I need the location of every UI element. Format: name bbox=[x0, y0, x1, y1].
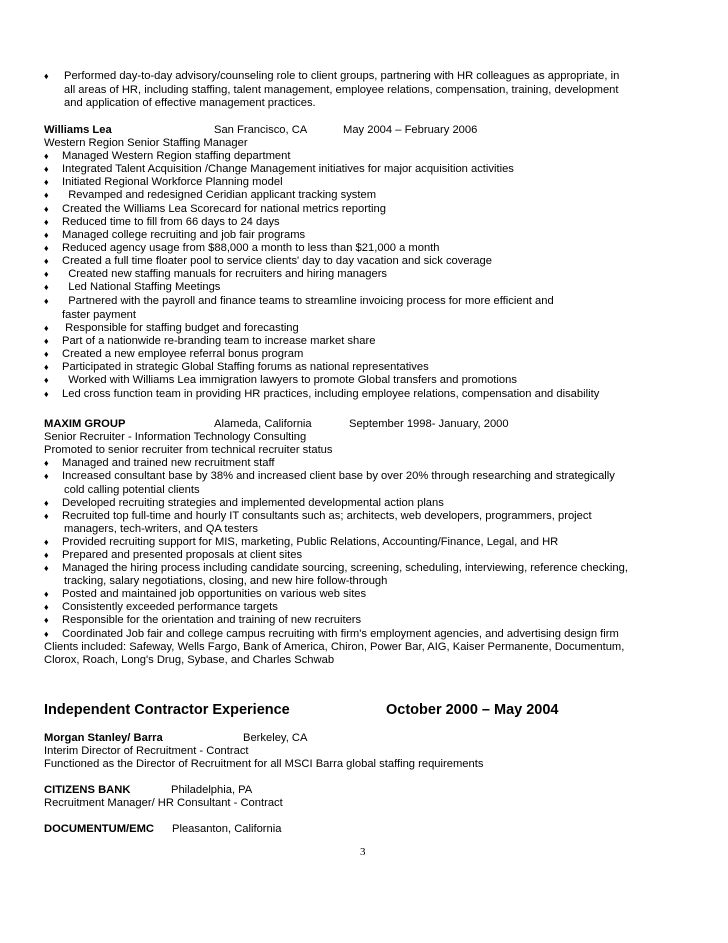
job-title: Interim Director of Recruitment - Contract bbox=[44, 745, 249, 757]
company-location: San Francisco, CA bbox=[214, 124, 308, 136]
diamond-bullet-icon: ♦ bbox=[44, 336, 49, 346]
section-heading: Independent Contractor Experience bbox=[44, 702, 290, 718]
text-line: managers, tech-writers, and QA testers bbox=[64, 523, 258, 535]
company-location: Philadelphia, PA bbox=[171, 784, 253, 796]
diamond-bullet-icon: ♦ bbox=[44, 71, 49, 81]
diamond-bullet-icon: ♦ bbox=[44, 389, 49, 399]
diamond-bullet-icon: ♦ bbox=[44, 349, 49, 359]
text-line: faster payment bbox=[62, 309, 136, 321]
diamond-bullet-icon: ♦ bbox=[44, 375, 49, 385]
section-dates: October 2000 – May 2004 bbox=[386, 702, 559, 718]
diamond-bullet-icon: ♦ bbox=[44, 498, 49, 508]
diamond-bullet-icon: ♦ bbox=[44, 550, 49, 560]
clients-line: Clorox, Roach, Long's Drug, Sybase, and Charles Schwab bbox=[44, 654, 335, 666]
page-number: 3 bbox=[360, 846, 366, 858]
employment-dates: May 2004 – February 2006 bbox=[343, 124, 478, 136]
diamond-bullet-icon: ♦ bbox=[44, 629, 49, 639]
company-location: Alameda, California bbox=[214, 418, 312, 430]
text-line: tracking, salary negotiations, closing, and new hire follow-through bbox=[64, 575, 388, 587]
diamond-bullet-icon: ♦ bbox=[44, 282, 49, 292]
diamond-bullet-icon: ♦ bbox=[44, 471, 49, 481]
diamond-bullet-icon: ♦ bbox=[44, 230, 49, 240]
diamond-bullet-icon: ♦ bbox=[44, 458, 49, 468]
diamond-bullet-icon: ♦ bbox=[44, 204, 49, 214]
company-name: DOCUMENTUM/EMC bbox=[44, 823, 155, 835]
promotion-note: Promoted to senior recruiter from technical recruiter status bbox=[44, 444, 333, 456]
job-title: Western Region Senior Staffing Manager bbox=[44, 137, 248, 149]
company-name: Williams Lea bbox=[44, 124, 112, 136]
company-name: MAXIM GROUP bbox=[44, 418, 126, 430]
job-description: Functioned as the Director of Recruitment for all MSCI Barra global staffing requirements bbox=[44, 758, 484, 770]
diamond-bullet-icon: ♦ bbox=[44, 615, 49, 625]
company-name: CITIZENS BANK bbox=[44, 784, 131, 796]
diamond-bullet-icon: ♦ bbox=[44, 537, 49, 547]
diamond-bullet-icon: ♦ bbox=[44, 511, 49, 521]
diamond-bullet-icon: ♦ bbox=[44, 164, 49, 174]
diamond-bullet-icon: ♦ bbox=[44, 151, 49, 161]
diamond-bullet-icon: ♦ bbox=[44, 177, 49, 187]
resume-page: ♦ Performed day-to-day advisory/counseling role to client groups, partnering with HR colleagues as appropriate, in all areas of HR, including staffing, talent management, employee relations, compensation, training, development and application of effective management practices. Williams Lea San Francisco, CA May 2004 – February 2006 Western Region Senior Staffing Manager ♦ Managed Western Region staffing department ♦ Integrated Talent Acquisition /Change Management initiatives for major acquisition activities ♦ Initiated Regional Workforce Planning model ♦ Revamped and redesigned Ceridian applicant tracking system ♦ Created the Williams Lea Scorecard for national metrics reporting ♦ Reduced time to fill from 66 days to 24 days ♦ Managed college recruiting and job fair programs ♦ Reduced agency usage from $88,000 a month to less than $21,000 a month ♦ Created a full time floater pool to service clients' day to day vacation and sick coverage ♦ Created new staffing manuals for recruiters and hiring managers ♦ Led National Staffing Meetings ♦ Partnered with the payroll and finance teams to streamline invoicing process for more efficient and ♦ Responsible for staffing budget and forecasting ♦ Part of a nationwide re-branding team to increase market share ♦ Created a new employee referral bonus program ♦ Participated in strategic Global Staffing forums as national representatives ♦ Worked with Williams Lea immigration lawyers to promote Global transfers and promotions ♦ Led cross function team in providing HR practices, including employee relations, compensation and disability faster payment MAXIM GROUP Alameda, California September 1998- January, 2000 Senior Recruiter - Information Technology Consulting Promoted to senior recruiter from technical recruiter status ♦ Managed and trained new recruitment staff ♦ Increased consultant base by 38% and increased client base by over 20% through researching and strategically cold calling potential clients ♦ Developed recruiting strategies and implemented developmental action plans ♦ Recruited top full-time and hourly IT consultants such as; architects, web developers, programmers, project managers, tech-writers, and QA testers ♦ Provided recruiting support for MIS, marketing, Public Relations, Accounting/Finance, Legal, and HR ♦ Prepared and presented proposals at client sites ♦ Managed the hiring process including candidate sourcing, screening, scheduling, interviewing, reference checking, tracking, salary negotiations, closing, and new hire follow-through ♦ Posted and maintained job opportunities on various web sites ♦ Consistently exceeded performance targets ♦ Responsible for the orientation and training of new recruiters ♦ Coordinated Job fair and college campus recruiting with firm's employment agencies, and advertising design firm Clients included: Safeway, Wells Fargo, Bank of America, Chiron, Power Bar, AIG, Kaiser Permanente, Documentum, Clorox, Roach, Long's Drug, Sybase, and Charles Schwab Independent Contractor Experience October 2000 – May 2004 Morgan Stanley/ Barra Berkeley, CA Interim Director of Recruitment - Contract Functioned as the Director of Recruitment for all MSCI Barra global staffing requirements CITIZENS BANK Philadelphia, PA Recruitment Manager/ HR Consultant - Contract DOCUMENTUM/EMC Pleasanton, California 3 bbox=[44, 70, 628, 858]
diamond-bullet-icon: ♦ bbox=[44, 563, 49, 573]
employment-dates: September 1998- January, 2000 bbox=[349, 418, 509, 430]
job-title: Recruitment Manager/ HR Consultant - Contract bbox=[44, 797, 283, 809]
diamond-bullet-icon: ♦ bbox=[44, 217, 49, 227]
diamond-bullet-icon: ♦ bbox=[44, 589, 49, 599]
diamond-bullet-icon: ♦ bbox=[44, 190, 49, 200]
diamond-bullet-icon: ♦ bbox=[44, 243, 49, 253]
diamond-bullet-icon: ♦ bbox=[44, 269, 49, 279]
diamond-bullet-icon: ♦ bbox=[44, 602, 49, 612]
company-location: Pleasanton, California bbox=[172, 823, 282, 835]
job-title: Senior Recruiter - Information Technology Consulting bbox=[44, 431, 307, 443]
diamond-bullet-icon: ♦ bbox=[44, 323, 49, 333]
company-name: Morgan Stanley/ Barra bbox=[44, 732, 163, 744]
diamond-bullet-icon: ♦ bbox=[44, 296, 49, 306]
clients-line: Clients included: Safeway, Wells Fargo, Bank of America, Chiron, Power Bar, AIG, Kaiser Permanente, Documentum, bbox=[44, 641, 625, 653]
text-line: all areas of HR, including staffing, talent management, employee relations, compensation, training, development bbox=[64, 84, 619, 96]
text-line: and application of effective management practices. bbox=[64, 97, 316, 109]
diamond-bullet-icon: ♦ bbox=[44, 362, 49, 372]
text-line: cold calling potential clients bbox=[64, 484, 200, 496]
diamond-bullet-icon: ♦ bbox=[44, 256, 49, 266]
company-location: Berkeley, CA bbox=[243, 732, 308, 744]
